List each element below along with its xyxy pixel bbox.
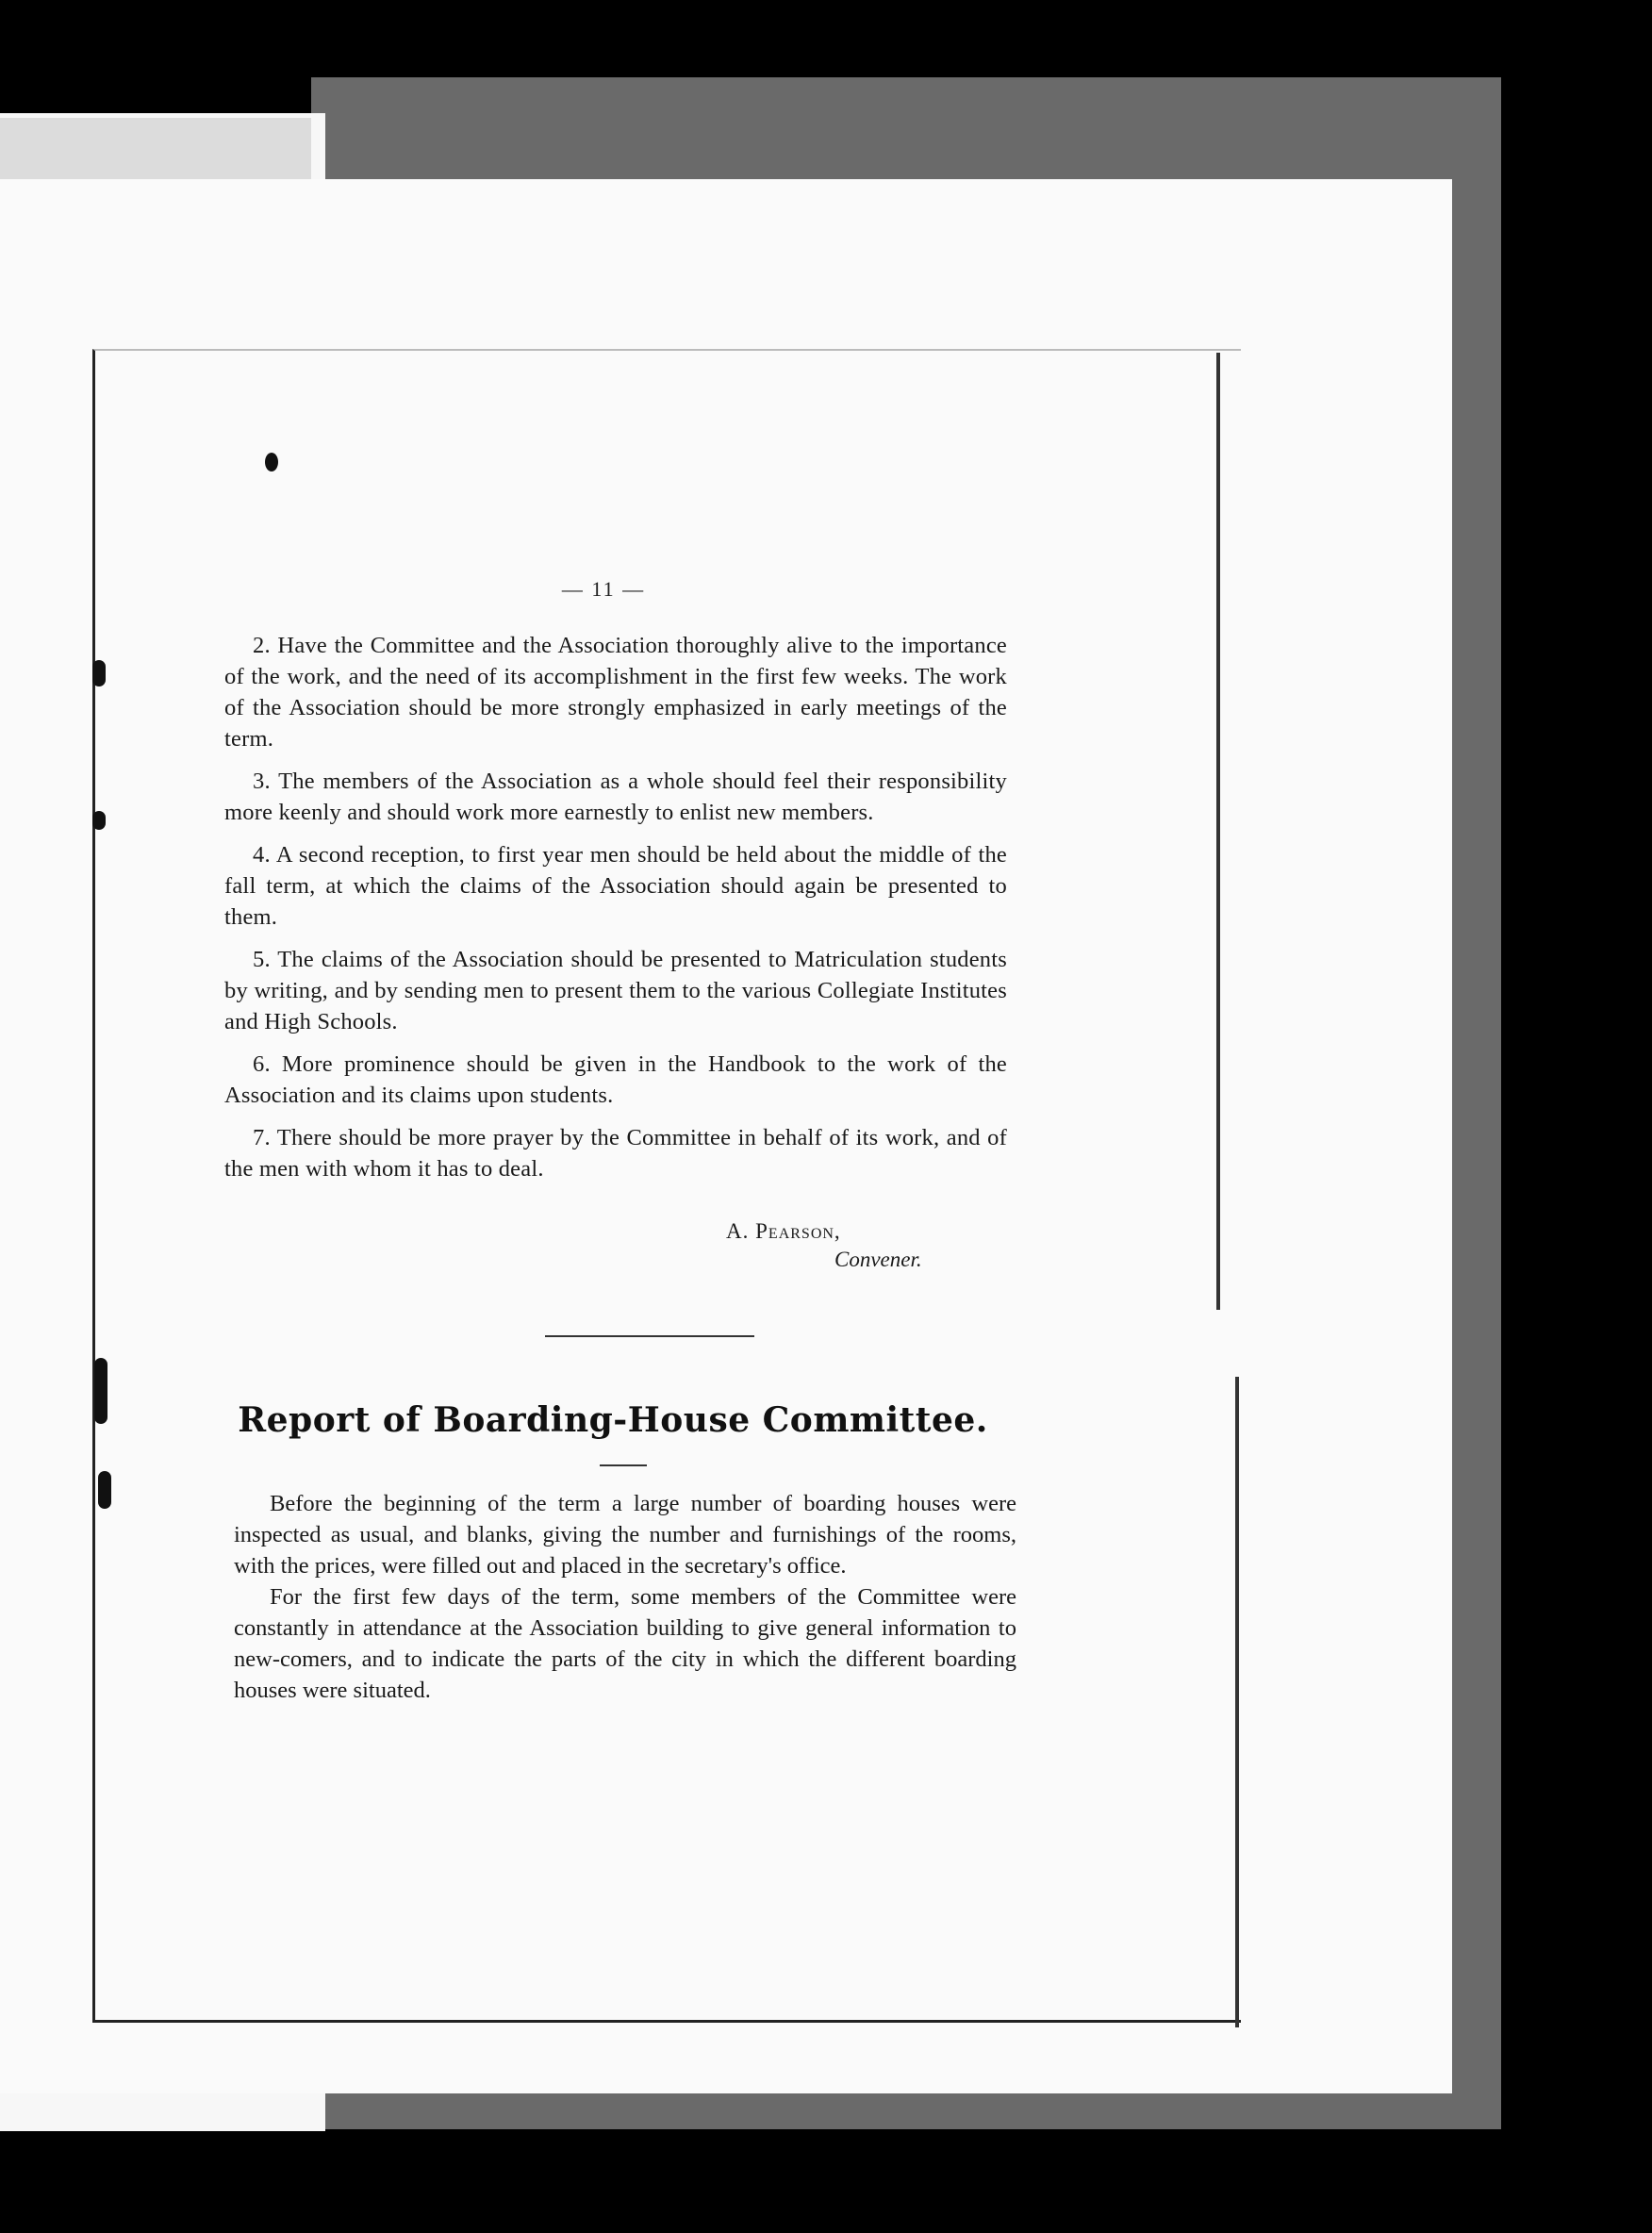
binding-mark: [92, 811, 106, 830]
paragraph: 5. The claims of the Association should be presented to Matriculation students by writing, and by sending men to present them to the various Collegiate Institutes and High Schools.: [224, 947, 1007, 1034]
signature-surname: Pearson,: [755, 1219, 841, 1243]
signature-initial: A.: [726, 1219, 756, 1243]
signature-name: [726, 1219, 841, 1244]
paragraph: 4. A second reception, to first year men should be held about the middle of the fall term, at which the claims of the Association should again be presented to them.: [224, 842, 1007, 930]
paragraph: For the first few days of the term, some members of the Committee were constantly in attendance at the Association building to give general information to new-comers, and to indicate the parts of the city in which the different boarding houses were situated.: [234, 1584, 1016, 1703]
paragraph: 3. The members of the Association as a whole should feel their responsibility more keenly and should work more earnestly to enlist new members.: [224, 769, 1007, 825]
paragraph: Before the beginning of the term a large number of boarding houses were inspected as usual, and blanks, giving the number and furnishings of the rooms, with the prices, were filled out and placed in the secretary's office.: [234, 1491, 1016, 1579]
binding-mark: [98, 1471, 111, 1509]
section-divider: [545, 1335, 754, 1337]
recommendations-list: [224, 630, 1007, 1196]
section-heading: Report of Boarding-House Committee.: [238, 1400, 988, 1440]
signature-role: Convener.: [834, 1248, 922, 1271]
paragraph: 7. There should be more prayer by the Committee in behalf of its work, and of the men with whom it has to deal.: [224, 1125, 1007, 1182]
paragraph: 6. More prominence should be given in the Handbook to the work of the Association and its claims upon students.: [224, 1051, 1007, 1108]
page-number: — 11 —: [561, 577, 646, 601]
binding-mark: [94, 1358, 107, 1424]
binding-mark: [92, 660, 106, 686]
section-body: [234, 1488, 1016, 1706]
frame-right-edge: [1216, 353, 1220, 1310]
frame-right-edge-lower: [1235, 1377, 1239, 2027]
heading-underline: [600, 1464, 647, 1466]
ink-spot: [265, 453, 278, 471]
paragraph: 2. Have the Committee and the Association thoroughly alive to the importance of the work, and the need of its accomplishment in the first few weeks. The work of the Association should be more strongly emphasized in early meetings of the term.: [224, 633, 1007, 752]
